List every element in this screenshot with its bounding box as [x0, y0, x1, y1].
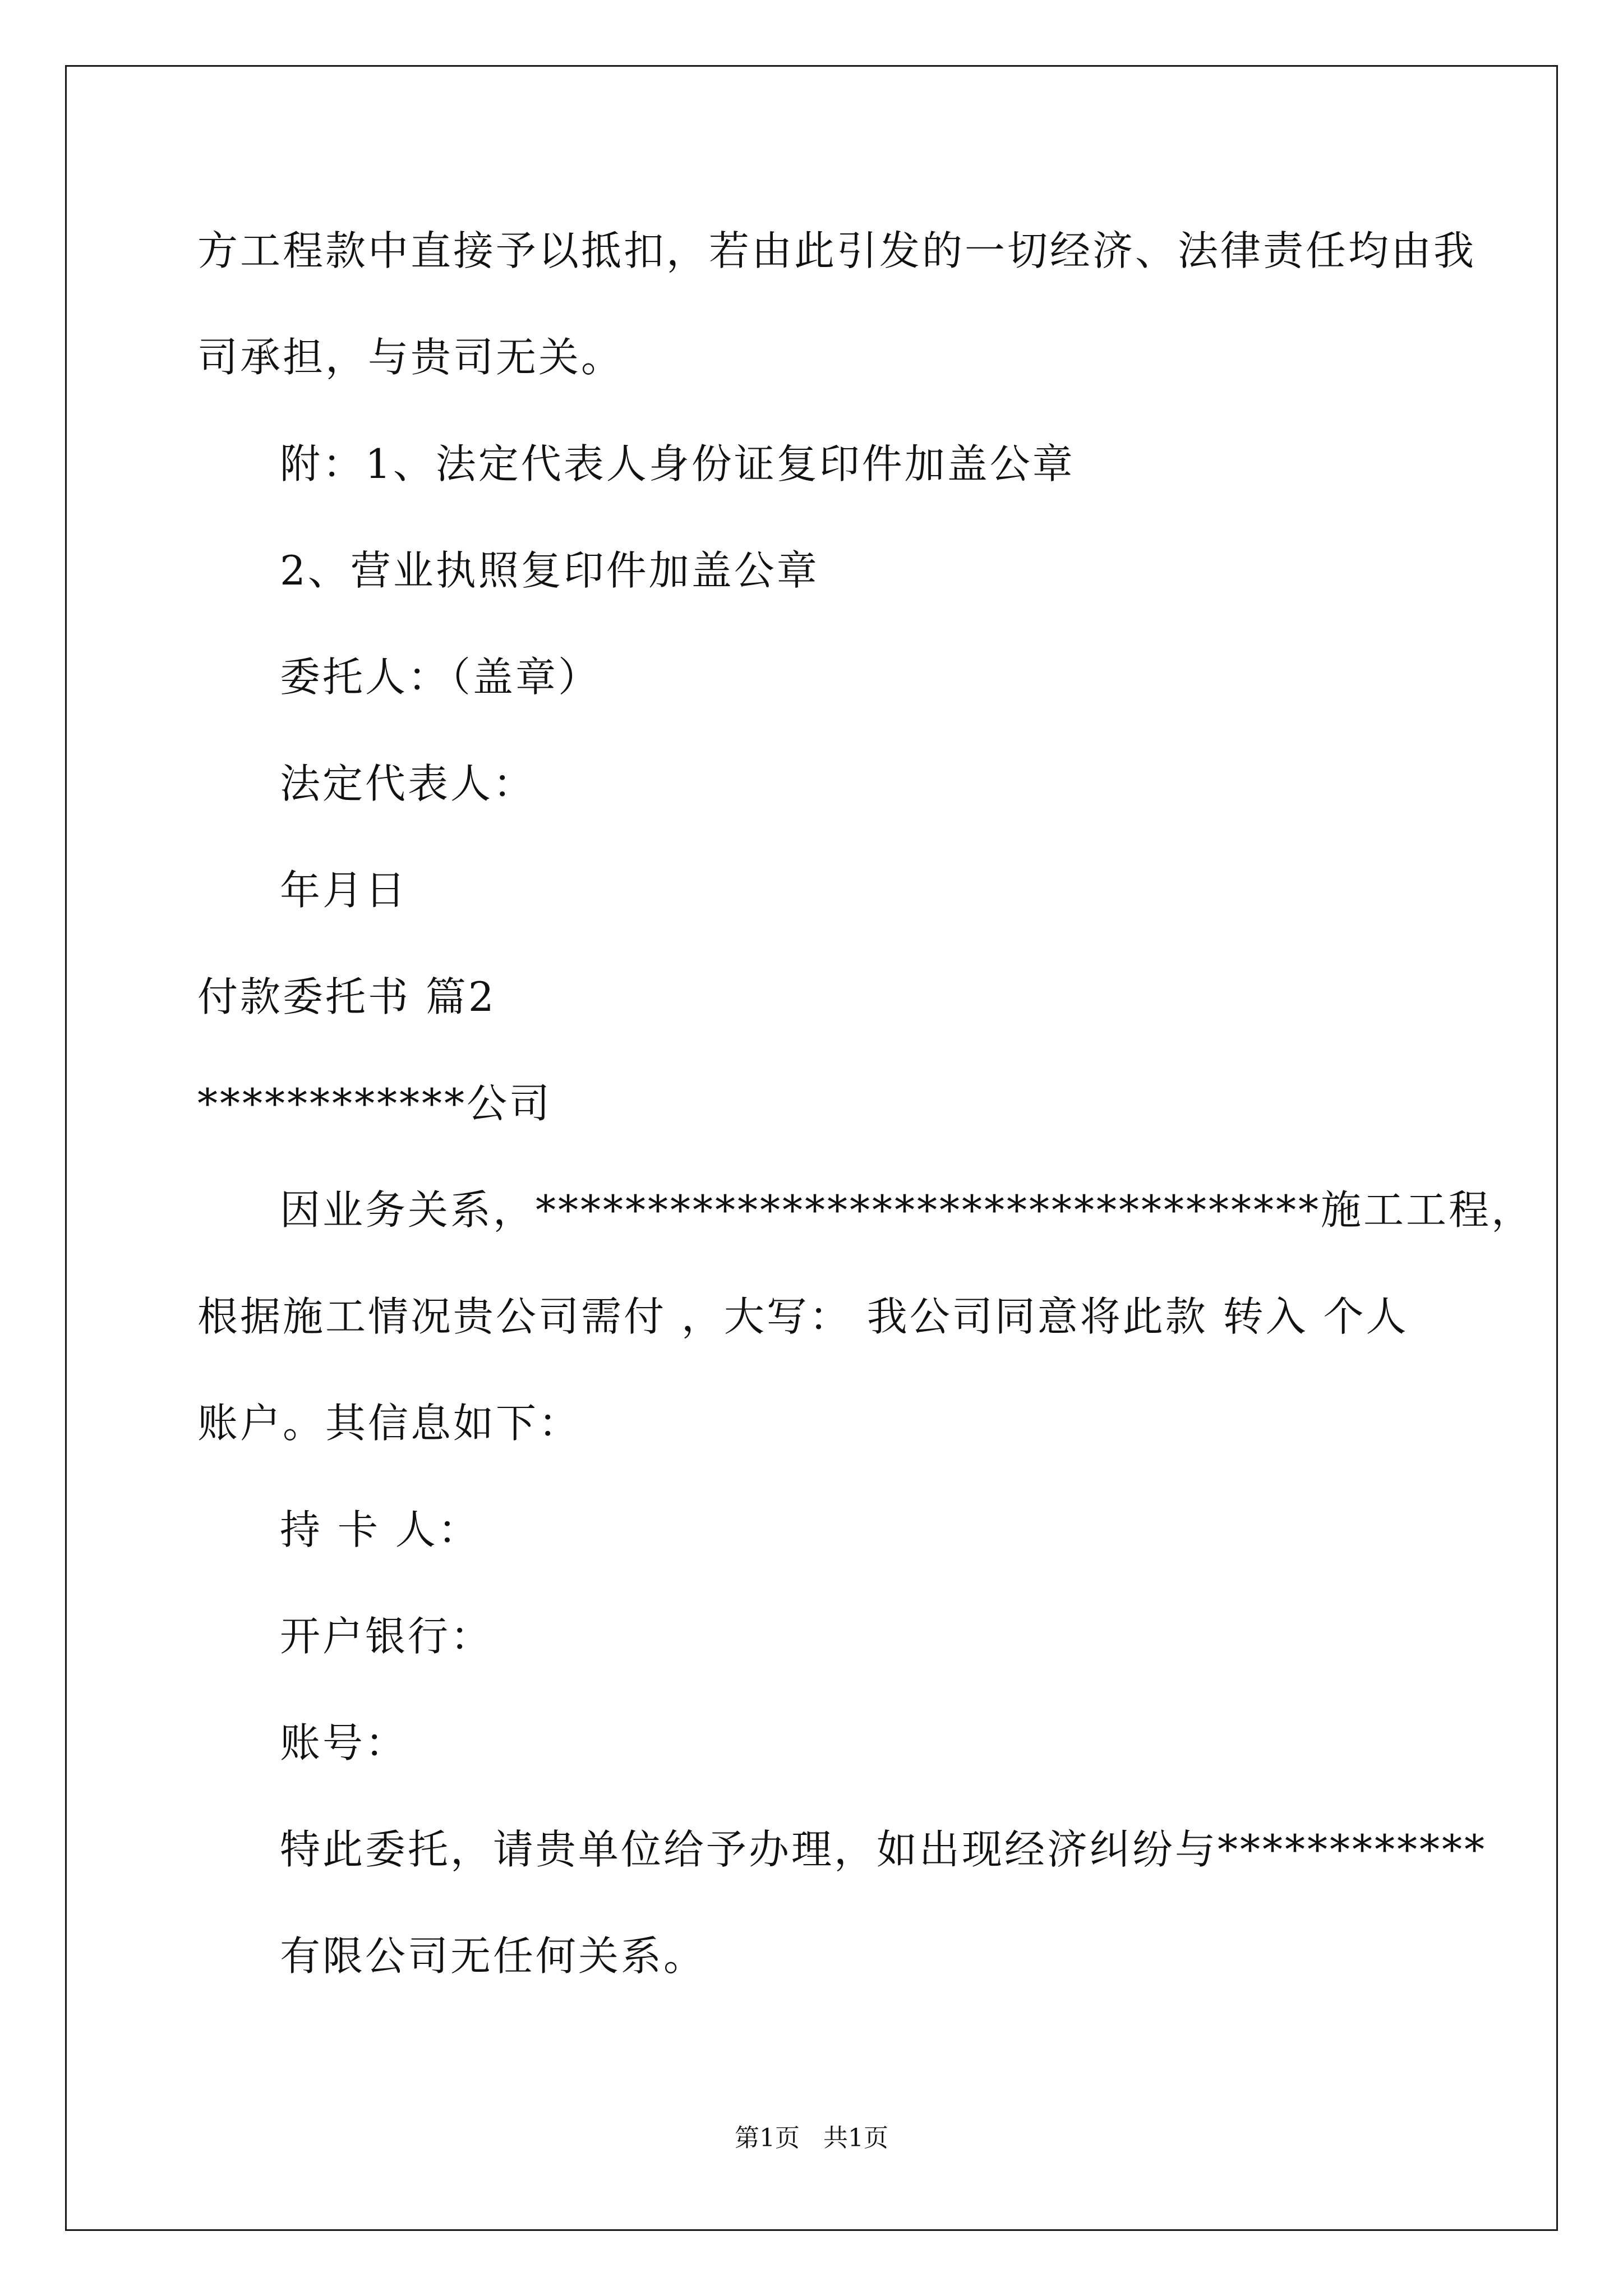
recipient-line: ************公司	[197, 1080, 552, 1127]
attachment-line: 2、营业执照复印件加盖公章	[280, 547, 819, 594]
signature-line: 法定代表人：	[280, 760, 536, 807]
field-line: 开户银行：	[280, 1613, 494, 1660]
text-line: 司承担，与贵司无关。	[197, 334, 624, 381]
page-footer: 第1页 共1页	[735, 2124, 888, 2152]
text-line: 有限公司无任何关系。	[280, 1932, 707, 1980]
field-line: 账号：	[280, 1719, 408, 1766]
section-heading: 付款委托书 篇2	[197, 973, 496, 1020]
page-border	[65, 65, 1558, 2231]
text-line: 根据施工情况贵公司需付 ，大写： 我公司同意将此款 转入 个人	[197, 1293, 1409, 1340]
text-line: 账户。其信息如下：	[197, 1400, 582, 1447]
text-line: 方工程款中直接予以抵扣，若由此引发的一切经济、法律责任均由我	[197, 227, 1477, 274]
text-line: 因业务关系，***********************************施工工程，	[280, 1186, 1534, 1234]
field-line: 持 卡 人：	[280, 1506, 481, 1553]
signature-line: 委托人：（盖章）	[280, 654, 601, 701]
attachment-line: 附：1、法定代表人身份证复印件加盖公章	[280, 440, 1075, 487]
text-line: 特此委托，请贵单位给予办理，如出现经济纠纷与************	[280, 1826, 1487, 1873]
date-line: 年月日	[280, 867, 408, 914]
